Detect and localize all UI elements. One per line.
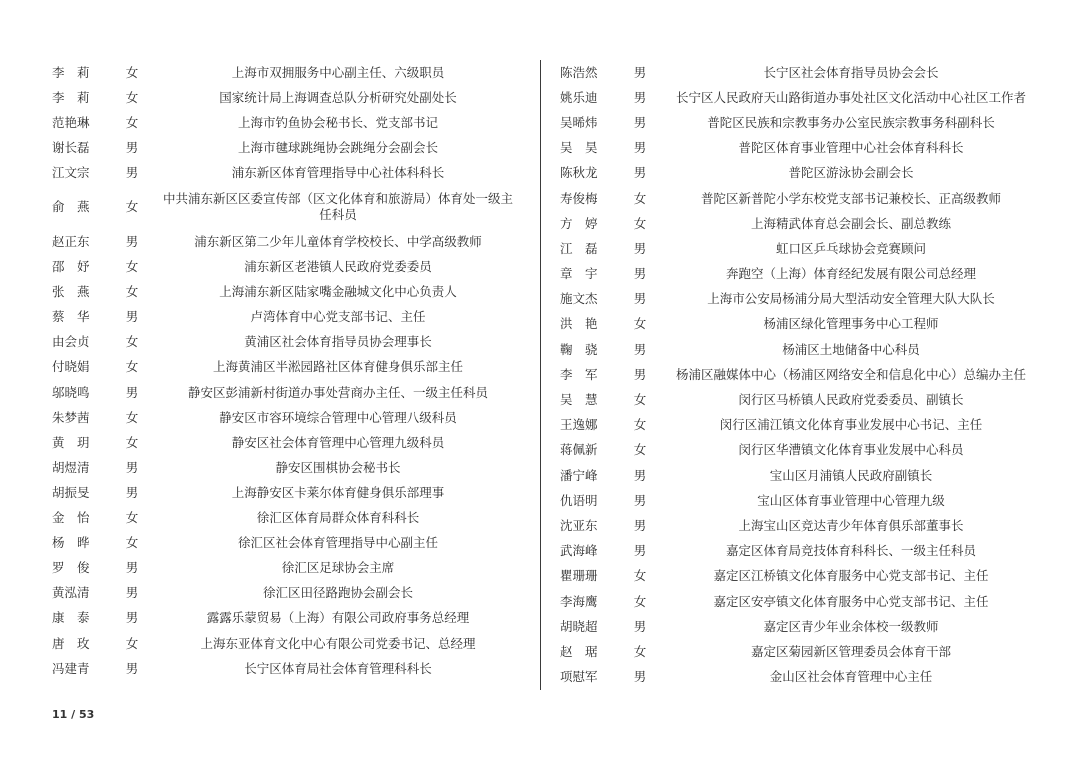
gender: 男 — [633, 669, 647, 685]
job-title: 静安区围棋协会秘书长 — [275, 459, 401, 475]
right-column — [552, 60, 1042, 690]
list-item — [552, 413, 1042, 438]
job-title: 杨浦区绿化管理事务中心工程师 — [763, 316, 939, 332]
list-item — [552, 60, 1042, 85]
list-item — [44, 606, 524, 631]
gender: 男 — [633, 291, 647, 307]
gender: 女 — [633, 568, 647, 584]
person-name: 唐 玫 — [52, 635, 90, 651]
list-item — [44, 430, 524, 455]
person-name: 赵 琚 — [560, 643, 598, 659]
gender: 男 — [633, 492, 647, 508]
person-name: 俞 燕 — [52, 199, 90, 215]
job-title: 上海浦东新区陆家嘴金融城文化中心负责人 — [219, 284, 457, 300]
person-name: 金 怡 — [52, 510, 90, 526]
job-title: 宝山区体育事业管理中心管理九级 — [757, 492, 945, 508]
list-item — [44, 330, 524, 355]
gender: 女 — [633, 316, 647, 332]
gender: 女 — [633, 417, 647, 433]
person-name: 邬晓鸣 — [52, 384, 90, 400]
job-title: 杨浦区融媒体中心（杨浦区网络安全和信息化中心）总编办主任 — [675, 366, 1026, 382]
column-divider — [540, 60, 541, 690]
list-item — [44, 255, 524, 280]
job-title: 上海市钓鱼协会秘书长、党支部书记 — [237, 114, 438, 130]
job-title: 上海宝山区竞达青少年体育俱乐部董事长 — [738, 517, 964, 533]
person-name: 吴 昊 — [560, 140, 598, 156]
job-title: 普陀区民族和宗教事务办公室民族宗教事务科副科长 — [707, 114, 995, 130]
gender: 男 — [125, 139, 139, 155]
job-title: 上海市毽球跳绳协会跳绳分会副会长 — [237, 139, 438, 155]
list-item — [552, 110, 1042, 135]
list-item — [552, 589, 1042, 614]
list-item — [44, 380, 524, 405]
job-title: 长宁区体育局社会体育管理科科长 — [244, 660, 432, 676]
person-name: 冯建青 — [52, 660, 90, 676]
gender: 女 — [633, 643, 647, 659]
gender: 女 — [125, 510, 139, 526]
person-name: 潘宁峰 — [560, 467, 598, 483]
list-item — [44, 185, 524, 229]
person-name: 张 燕 — [52, 284, 90, 300]
job-title: 浦东新区体育管理指导中心社体科科长 — [231, 164, 445, 180]
job-title: 静安区市容环境综合管理中心管理八级科员 — [219, 409, 457, 425]
person-name: 蔡 华 — [52, 309, 90, 325]
list-item — [552, 312, 1042, 337]
gender: 男 — [125, 660, 139, 676]
list-item — [552, 337, 1042, 362]
person-name: 朱梦茜 — [52, 409, 90, 425]
person-name: 李海鹰 — [560, 593, 598, 609]
job-title: 静安区社会体育管理中心管理九级科员 — [231, 434, 445, 450]
gender: 男 — [125, 560, 139, 576]
job-title: 徐汇区社会体育管理指导中心副主任 — [237, 535, 438, 551]
list-item — [552, 211, 1042, 236]
gender: 女 — [125, 359, 139, 375]
job-title: 长宁区人民政府天山路街道办事处社区文化活动中心社区工作者 — [675, 89, 1026, 105]
job-title: 卢湾体育中心党支部书记、主任 — [250, 309, 426, 325]
person-name: 沈亚东 — [560, 517, 598, 533]
gender: 男 — [125, 610, 139, 626]
gender: 女 — [125, 114, 139, 130]
list-item — [44, 405, 524, 430]
job-title: 嘉定区安亭镇文化体育服务中心党支部书记、主任 — [713, 593, 989, 609]
job-title: 嘉定区体育局竞技体育科科长、一级主任科员 — [725, 543, 976, 559]
gender: 女 — [125, 409, 139, 425]
gender: 男 — [633, 467, 647, 483]
list-item — [552, 564, 1042, 589]
gender: 男 — [633, 543, 647, 559]
job-title: 浦东新区老港镇人民政府党委委员 — [244, 259, 432, 275]
job-title: 闵行区华漕镇文化体育事业发展中心科员 — [738, 442, 964, 458]
person-name: 由会贞 — [52, 334, 90, 350]
list-item — [552, 85, 1042, 110]
job-title: 徐汇区田径路跑协会副会长 — [262, 585, 413, 601]
job-title: 嘉定区青少年业余体校一级教师 — [763, 618, 939, 634]
gender: 男 — [125, 234, 139, 250]
job-title: 上海市双拥服务中心副主任、六级职员 — [231, 64, 445, 80]
gender: 男 — [125, 585, 139, 601]
job-title: 上海东亚体育文化中心有限公司党委书记、总经理 — [200, 635, 476, 651]
list-item — [44, 506, 524, 531]
list-item — [552, 161, 1042, 186]
gender: 男 — [125, 484, 139, 500]
list-item — [552, 639, 1042, 664]
job-title: 上海静安区卡莱尔体育健身俱乐部理事 — [231, 484, 445, 500]
gender: 男 — [633, 618, 647, 634]
gender: 女 — [125, 334, 139, 350]
list-item — [44, 135, 524, 160]
job-title: 静安区彭浦新村街道办事处营商办主任、一级主任科员 — [187, 384, 488, 400]
list-item — [552, 539, 1042, 564]
person-name: 武海峰 — [560, 543, 598, 559]
gender: 女 — [633, 190, 647, 206]
person-name: 陈浩然 — [560, 64, 598, 80]
gender: 男 — [633, 165, 647, 181]
job-title: 徐汇区体育局群众体育科科长 — [256, 510, 420, 526]
list-item — [552, 262, 1042, 287]
person-name: 王逸娜 — [560, 417, 598, 433]
list-item — [552, 136, 1042, 161]
gender: 女 — [125, 535, 139, 551]
person-name: 鞠 骁 — [560, 341, 598, 357]
list-item — [44, 160, 524, 185]
gender: 女 — [125, 434, 139, 450]
job-title: 中共浦东新区区委宣传部（区文化体育和旅游局）体育处一级主任科员 — [162, 191, 513, 223]
list-item — [44, 60, 524, 85]
gender: 女 — [633, 392, 647, 408]
person-name: 李 军 — [560, 366, 598, 382]
gender: 女 — [633, 442, 647, 458]
person-name: 谢长磊 — [52, 139, 90, 155]
gender: 女 — [633, 215, 647, 231]
gender: 男 — [633, 517, 647, 533]
list-item — [44, 280, 524, 305]
job-title: 徐汇区足球协会主席 — [281, 560, 395, 576]
list-item — [552, 186, 1042, 211]
gender: 男 — [125, 309, 139, 325]
list-item — [44, 631, 524, 656]
person-name: 瞿珊珊 — [560, 568, 598, 584]
person-name: 陈秋龙 — [560, 165, 598, 181]
person-name: 范艳琳 — [52, 114, 90, 130]
job-title: 闵行区马桥镇人民政府党委委员、副镇长 — [738, 392, 964, 408]
job-title: 普陀区体育事业管理中心社会体育科科长 — [738, 140, 964, 156]
gender: 男 — [633, 114, 647, 130]
person-name: 胡振旻 — [52, 484, 90, 500]
list-item — [552, 488, 1042, 513]
gender: 男 — [125, 164, 139, 180]
person-name: 李 莉 — [52, 89, 90, 105]
gender: 男 — [633, 240, 647, 256]
gender: 女 — [125, 199, 139, 215]
gender: 女 — [125, 64, 139, 80]
list-item — [44, 355, 524, 380]
gender: 女 — [125, 284, 139, 300]
list-item — [44, 556, 524, 581]
job-title: 奔跑空（上海）体育经纪发展有限公司总经理 — [725, 266, 976, 282]
gender: 女 — [633, 593, 647, 609]
job-title: 黄浦区社会体育指导员协会理事长 — [244, 334, 432, 350]
person-name: 付晓娟 — [52, 359, 90, 375]
list-item — [44, 581, 524, 606]
job-title: 露露乐蒙贸易（上海）有限公司政府事务总经理 — [206, 610, 470, 626]
person-name: 邵 妤 — [52, 259, 90, 275]
person-name: 江文宗 — [52, 164, 90, 180]
job-title: 嘉定区江桥镇文化体育服务中心党支部书记、主任 — [713, 568, 989, 584]
job-title: 上海精武体育总会副会长、副总教练 — [750, 215, 951, 231]
list-item — [44, 85, 524, 110]
job-title: 上海黄浦区半淞园路社区体育健身俱乐部主任 — [212, 359, 463, 375]
person-name: 李 莉 — [52, 64, 90, 80]
gender: 女 — [125, 635, 139, 651]
person-name: 项慰军 — [560, 669, 598, 685]
page-number: 11 / 53 — [52, 708, 95, 721]
person-name: 蒋佩新 — [560, 442, 598, 458]
job-title: 宝山区月浦镇人民政府副镇长 — [769, 467, 933, 483]
person-name: 吴晞炜 — [560, 114, 598, 130]
person-name: 吴 慧 — [560, 392, 598, 408]
list-item — [552, 287, 1042, 312]
list-item — [552, 665, 1042, 690]
person-name: 胡煜清 — [52, 459, 90, 475]
left-column — [44, 60, 524, 681]
person-name: 姚乐迪 — [560, 89, 598, 105]
job-title: 上海市公安局杨浦分局大型活动安全管理大队大队长 — [707, 291, 995, 307]
person-name: 方 婷 — [560, 215, 598, 231]
list-item — [44, 305, 524, 330]
gender: 男 — [633, 140, 647, 156]
job-title: 杨浦区土地储备中心科员 — [782, 341, 920, 357]
list-item — [44, 480, 524, 505]
job-title: 浦东新区第二少年儿童体育学校校长、中学高级教师 — [194, 234, 482, 250]
job-title: 长宁区社会体育指导员协会会长 — [763, 64, 939, 80]
person-name: 胡晓超 — [560, 618, 598, 634]
person-name: 黄 玥 — [52, 434, 90, 450]
job-title: 普陀区新普陀小学东校党支部书记兼校长、正高级教师 — [700, 190, 1001, 206]
list-item — [44, 656, 524, 681]
gender: 男 — [633, 89, 647, 105]
person-name: 罗 俊 — [52, 560, 90, 576]
list-item — [552, 513, 1042, 538]
person-name: 章 宇 — [560, 266, 598, 282]
job-title: 国家统计局上海调查总队分析研究处副处长 — [219, 89, 457, 105]
gender: 男 — [633, 64, 647, 80]
person-name: 寿俊梅 — [560, 190, 598, 206]
person-name: 仇语明 — [560, 492, 598, 508]
list-item — [552, 438, 1042, 463]
job-title: 虹口区乒乓球协会竞赛顾问 — [775, 240, 926, 256]
list-item — [44, 531, 524, 556]
gender: 男 — [633, 266, 647, 282]
job-title: 嘉定区菊园新区管理委员会体育干部 — [750, 643, 951, 659]
list-item — [552, 236, 1042, 261]
job-title: 金山区社会体育管理中心主任 — [769, 669, 933, 685]
gender: 女 — [125, 89, 139, 105]
list-item — [552, 614, 1042, 639]
gender: 男 — [125, 384, 139, 400]
person-name: 江 磊 — [560, 240, 598, 256]
list-item — [552, 463, 1042, 488]
gender: 女 — [125, 259, 139, 275]
list-item — [44, 455, 524, 480]
gender: 男 — [633, 341, 647, 357]
person-name: 黄泓清 — [52, 585, 90, 601]
person-name: 洪 艳 — [560, 316, 598, 332]
job-title: 普陀区游泳协会副会长 — [788, 165, 914, 181]
person-name: 康 泰 — [52, 610, 90, 626]
gender: 男 — [125, 459, 139, 475]
person-name: 赵正东 — [52, 234, 90, 250]
person-name: 杨 晔 — [52, 535, 90, 551]
list-item — [44, 110, 524, 135]
list-item — [552, 362, 1042, 387]
person-name: 施文杰 — [560, 291, 598, 307]
gender: 男 — [633, 366, 647, 382]
job-title: 闵行区浦江镇文化体育事业发展中心书记、主任 — [719, 417, 983, 433]
list-item — [552, 387, 1042, 412]
list-item — [44, 229, 524, 254]
